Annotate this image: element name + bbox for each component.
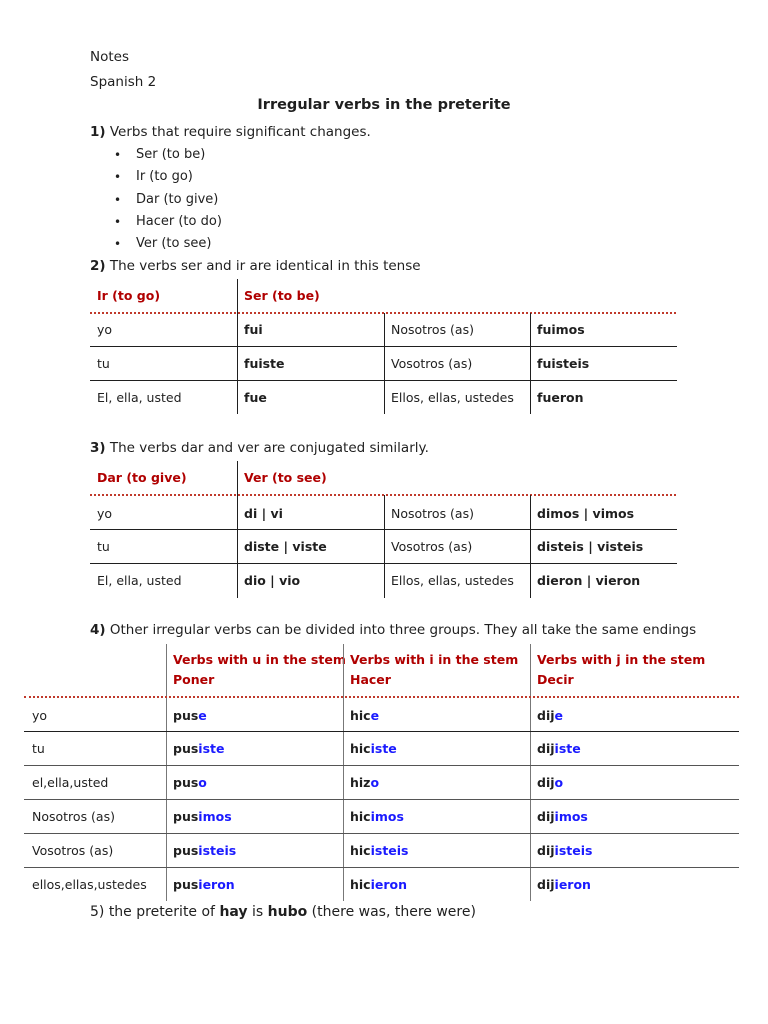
section1-number: 1) [90,124,106,140]
section1-heading [90,122,371,142]
person-label: Vosotros (as) [32,843,114,858]
stem: pus [173,775,199,790]
person-label: Ellos, ellas, ustedes [391,390,514,405]
section3-number: 3) [90,440,106,456]
ending: ieron [370,877,408,892]
stem: dij [537,877,555,892]
course-label: Spanish 2 [90,74,157,90]
ending: o [370,775,380,790]
person-label: tu [97,539,110,554]
column-divider [530,495,531,598]
person-label: tu [97,356,110,371]
person-label: yo [32,708,48,723]
bullet-item: • Ir (to go) [136,166,222,188]
stem: hic [350,809,371,824]
verb-bullet-list [136,144,222,255]
row-divider [24,731,739,732]
column-divider [343,644,344,901]
person-label: yo [97,506,113,521]
ending: imos [370,809,404,824]
stem: hic [350,877,371,892]
row-divider [24,833,739,834]
group-verb-decir: Decir [537,672,574,687]
table-header-ver: Ver (to see) [244,470,327,485]
ending: o [198,775,207,790]
person-label: Vosotros (as) [391,539,473,554]
row-divider [24,799,739,800]
conjugation-u [173,708,207,724]
word-hubo: hubo [267,904,308,920]
conjugation-u [173,809,232,825]
table-header-dar: Dar (to give) [97,470,187,485]
stem: hic [350,708,371,723]
ending: e [554,708,564,723]
conjugation-u [173,843,236,859]
conjugation: fuimos [537,322,585,337]
conjugation-i [350,708,379,724]
stem: dij [537,741,555,756]
column-divider [384,495,385,598]
stem: pus [173,809,199,824]
conjugation: dio | vio [244,573,301,588]
page-title: Irregular verbs in the preterite [257,97,511,113]
group-header-u: Verbs with u in the stem [173,652,346,667]
conjugation: fue [244,390,267,405]
conjugation: fuisteis [537,356,590,371]
section2-heading [90,256,421,276]
section3-text: The verbs dar and ver are conjugated similarly. [109,440,429,456]
person-label: Nosotros (as) [391,322,474,337]
section2-number: 2) [90,258,106,274]
conjugation: dimos | vimos [537,506,635,521]
row-divider [90,529,677,530]
section4-text: Other irregular verbs can be divided into three groups. They all take the same endings [109,622,697,638]
conjugation: dieron | vieron [537,573,641,588]
row-divider [24,867,739,868]
stem: dij [537,809,555,824]
conjugation-j [537,843,592,859]
bullet-item: • Dar (to give) [136,189,222,211]
person-label: Nosotros (as) [391,506,474,521]
conjugation-i [350,809,404,825]
row-divider [90,563,677,564]
conjugation: di | vi [244,506,283,521]
conjugation-j [537,741,581,757]
group-header-j: Verbs with j in the stem [537,652,706,667]
ending: e [370,708,380,723]
conjugation-u [173,741,224,757]
bullet-item: • Ver (to see) [136,233,222,255]
conjugation-j [537,809,588,825]
conjugation-j [537,708,563,724]
person-label: El, ella, usted [97,390,182,405]
person-label: tu [32,741,45,756]
section5-note [90,902,476,922]
person-label: El, ella, usted [97,573,182,588]
section4-heading [90,620,696,640]
stem: pus [173,843,199,858]
conjugation-u [173,877,235,893]
stem: hic [350,843,371,858]
table-header-ir: Ir (to go) [97,288,161,303]
section1-text: Verbs that require significant changes. [109,124,371,140]
section5-post: (there was, there were) [307,904,476,920]
section4-number: 4) [90,622,106,638]
group-header-i: Verbs with i in the stem [350,652,519,667]
section3-heading [90,438,429,458]
group-verb-hacer: Hacer [350,672,391,687]
bullet-item: • Ser (to be) [136,144,222,166]
section5-pre: 5) the preterite of [90,904,220,920]
ending: iste [198,741,225,756]
conjugation-i [350,877,407,893]
person-label: Vosotros (as) [391,356,473,371]
person-label: Ellos, ellas, ustedes [391,573,514,588]
conjugation-u [173,775,207,791]
ending: ieron [554,877,591,892]
ending: imos [554,809,588,824]
stem: pus [173,741,199,756]
ending: isteis [554,843,593,858]
ending: ieron [198,877,235,892]
header-divider [24,696,739,698]
column-divider [384,313,385,414]
person-label: Nosotros (as) [32,809,115,824]
row-divider [24,765,739,766]
conjugation-j [537,877,591,893]
header-divider [90,312,676,314]
conjugation: disteis | visteis [537,539,644,554]
conjugation-i [350,741,397,757]
ending: isteis [370,843,409,858]
ending: o [554,775,564,790]
conjugation: fui [244,322,263,337]
stem: pus [173,877,199,892]
conjugation-i [350,775,379,791]
ending: iste [370,741,397,756]
ending: isteis [198,843,237,858]
row-divider [90,346,677,347]
conjugation-j [537,775,563,791]
ending: e [198,708,207,723]
ending: iste [554,741,581,756]
column-divider [530,644,531,901]
conjugation: diste | viste [244,539,327,554]
column-divider [530,313,531,414]
stem: pus [173,708,199,723]
conjugation: fuiste [244,356,285,371]
stem: hic [350,741,371,756]
person-label: el,ella,usted [32,775,109,790]
stem: dij [537,775,555,790]
column-divider [166,644,167,901]
person-label: ellos,ellas,ustedes [32,877,147,892]
row-divider [90,380,677,381]
word-hay: hay [219,904,248,920]
section2-text: The verbs ser and ir are identical in this tense [109,258,421,274]
conjugation-i [350,843,409,859]
section5-mid: is [247,904,268,920]
stem: hiz [350,775,371,790]
group-verb-poner: Poner [173,672,215,687]
table-header-ser: Ser (to be) [244,288,320,303]
header-divider [90,494,676,496]
person-label: yo [97,322,113,337]
ending: imos [198,809,232,824]
notes-label: Notes [90,49,129,65]
stem: dij [537,708,555,723]
stem: dij [537,843,555,858]
conjugation: fueron [537,390,584,405]
bullet-item: • Hacer (to do) [136,211,222,233]
